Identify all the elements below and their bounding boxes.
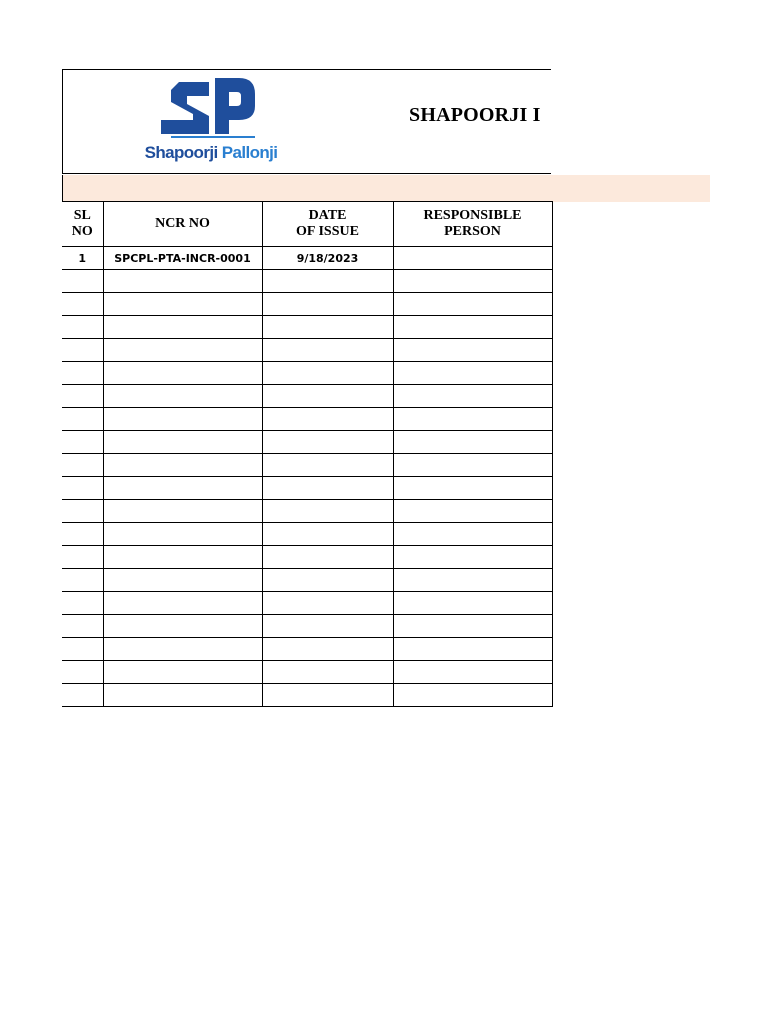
column-header-line1: RESPONSIBLE [423, 208, 522, 223]
cell-sl-no[interactable] [62, 569, 103, 592]
cell-sl-no[interactable] [62, 339, 103, 362]
cell-date-of-issue[interactable] [262, 592, 393, 615]
cell-ncr-no[interactable] [103, 477, 262, 500]
column-header-line2: NO [71, 224, 93, 239]
cell-ncr-no[interactable] [103, 408, 262, 431]
table-row [62, 385, 552, 408]
cell-sl-no[interactable] [62, 454, 103, 477]
cell-sl-no[interactable] [62, 431, 103, 454]
column-header-sl-no [62, 202, 103, 247]
cell-date-of-issue[interactable] [262, 638, 393, 661]
cell-ncr-no[interactable] [103, 270, 262, 293]
column-header-line1: SL [73, 208, 91, 223]
cell-sl-no[interactable]: 1 [62, 247, 103, 270]
column-header-line2: PERSON [444, 224, 501, 239]
table-row [62, 270, 552, 293]
cell-responsible-person[interactable] [393, 546, 552, 569]
table-row [62, 546, 552, 569]
cell-responsible-person[interactable] [393, 569, 552, 592]
column-header-line2: OF ISSUE [296, 224, 359, 239]
cell-date-of-issue[interactable] [262, 500, 393, 523]
table-row [62, 500, 552, 523]
cell-ncr-no[interactable] [103, 454, 262, 477]
cell-sl-no[interactable] [62, 592, 103, 615]
column-header-ncr-no [103, 202, 262, 247]
cell-responsible-person[interactable] [393, 270, 552, 293]
table-row [62, 523, 552, 546]
cell-ncr-no[interactable] [103, 500, 262, 523]
cell-ncr-no[interactable] [103, 339, 262, 362]
cell-sl-no[interactable] [62, 684, 103, 707]
table-row [62, 293, 552, 316]
cell-ncr-no[interactable] [103, 684, 262, 707]
cell-date-of-issue[interactable] [262, 339, 393, 362]
table-row [62, 638, 552, 661]
cell-responsible-person[interactable] [393, 316, 552, 339]
company-logo [131, 76, 291, 172]
cell-ncr-no[interactable] [103, 569, 262, 592]
cell-ncr-no[interactable] [103, 523, 262, 546]
logo-name-part2: Pallonji [221, 143, 278, 162]
logo-name-part1: Shapoorji [144, 143, 218, 162]
cell-date-of-issue[interactable] [262, 454, 393, 477]
cell-ncr-no[interactable] [103, 615, 262, 638]
cell-sl-no[interactable] [62, 615, 103, 638]
header-box [62, 69, 551, 174]
cell-date-of-issue[interactable] [262, 316, 393, 339]
cell-date-of-issue[interactable] [262, 270, 393, 293]
table-row [62, 661, 552, 684]
logo-wordmark [131, 143, 291, 163]
cell-ncr-no[interactable] [103, 362, 262, 385]
cell-responsible-person[interactable] [393, 684, 552, 707]
cell-responsible-person[interactable] [393, 615, 552, 638]
cell-ncr-no[interactable] [103, 385, 262, 408]
cell-sl-no[interactable] [62, 293, 103, 316]
cell-responsible-person[interactable] [393, 385, 552, 408]
table-row [62, 684, 552, 707]
table-row [62, 362, 552, 385]
table-row [62, 592, 552, 615]
table-row [62, 247, 552, 270]
table-header-row [62, 202, 552, 247]
column-header-date-of-issue [262, 202, 393, 247]
cell-responsible-person[interactable] [393, 247, 552, 270]
ncr-log-table [62, 201, 553, 707]
cell-date-of-issue[interactable] [262, 362, 393, 385]
cell-responsible-person[interactable] [393, 661, 552, 684]
cell-responsible-person[interactable] [393, 339, 552, 362]
table-row [62, 316, 552, 339]
cell-date-of-issue[interactable] [262, 684, 393, 707]
cell-date-of-issue[interactable] [262, 408, 393, 431]
cell-date-of-issue[interactable] [262, 431, 393, 454]
cell-sl-no[interactable] [62, 408, 103, 431]
table-row [62, 615, 552, 638]
cell-date-of-issue[interactable]: 9/18/2023 [262, 247, 393, 270]
cell-date-of-issue[interactable] [262, 661, 393, 684]
table-row [62, 431, 552, 454]
column-header-responsible-person [393, 202, 552, 247]
cell-responsible-person[interactable] [393, 454, 552, 477]
cell-responsible-person[interactable] [393, 592, 552, 615]
cell-date-of-issue[interactable] [262, 546, 393, 569]
cell-sl-no[interactable] [62, 362, 103, 385]
cell-ncr-no[interactable]: SPCPL-PTA-INCR-0001 [103, 247, 262, 270]
cell-responsible-person[interactable] [393, 362, 552, 385]
cell-responsible-person[interactable] [393, 408, 552, 431]
cell-ncr-no[interactable] [103, 661, 262, 684]
cell-date-of-issue[interactable] [262, 569, 393, 592]
company-title: SHAPOORJI I [409, 104, 541, 126]
cell-date-of-issue[interactable] [262, 477, 393, 500]
cell-sl-no[interactable] [62, 477, 103, 500]
cell-ncr-no[interactable] [103, 638, 262, 661]
cell-date-of-issue[interactable] [262, 385, 393, 408]
table-row [62, 454, 552, 477]
cell-ncr-no[interactable] [103, 293, 262, 316]
cell-ncr-no[interactable] [103, 316, 262, 339]
sp-logo-mark-icon [131, 76, 291, 144]
cell-sl-no[interactable] [62, 661, 103, 684]
column-header-line1: NCR NO [155, 216, 210, 231]
table-row [62, 408, 552, 431]
table-row [62, 569, 552, 592]
cell-date-of-issue[interactable] [262, 293, 393, 316]
title-band [62, 175, 710, 202]
table-row [62, 339, 552, 362]
cell-sl-no[interactable] [62, 638, 103, 661]
cell-sl-no[interactable] [62, 385, 103, 408]
cell-responsible-person[interactable] [393, 293, 552, 316]
table-row [62, 477, 552, 500]
cell-sl-no[interactable] [62, 500, 103, 523]
cell-responsible-person[interactable] [393, 431, 552, 454]
cell-responsible-person[interactable] [393, 638, 552, 661]
cell-sl-no[interactable] [62, 316, 103, 339]
cell-responsible-person[interactable] [393, 477, 552, 500]
cell-ncr-no[interactable] [103, 431, 262, 454]
cell-sl-no[interactable] [62, 523, 103, 546]
cell-responsible-person[interactable] [393, 500, 552, 523]
cell-date-of-issue[interactable] [262, 523, 393, 546]
cell-ncr-no[interactable] [103, 546, 262, 569]
cell-sl-no[interactable] [62, 270, 103, 293]
column-header-line1: DATE [308, 208, 347, 223]
cell-date-of-issue[interactable] [262, 615, 393, 638]
table-body [62, 247, 552, 707]
cell-sl-no[interactable] [62, 546, 103, 569]
cell-responsible-person[interactable] [393, 523, 552, 546]
cell-ncr-no[interactable] [103, 592, 262, 615]
